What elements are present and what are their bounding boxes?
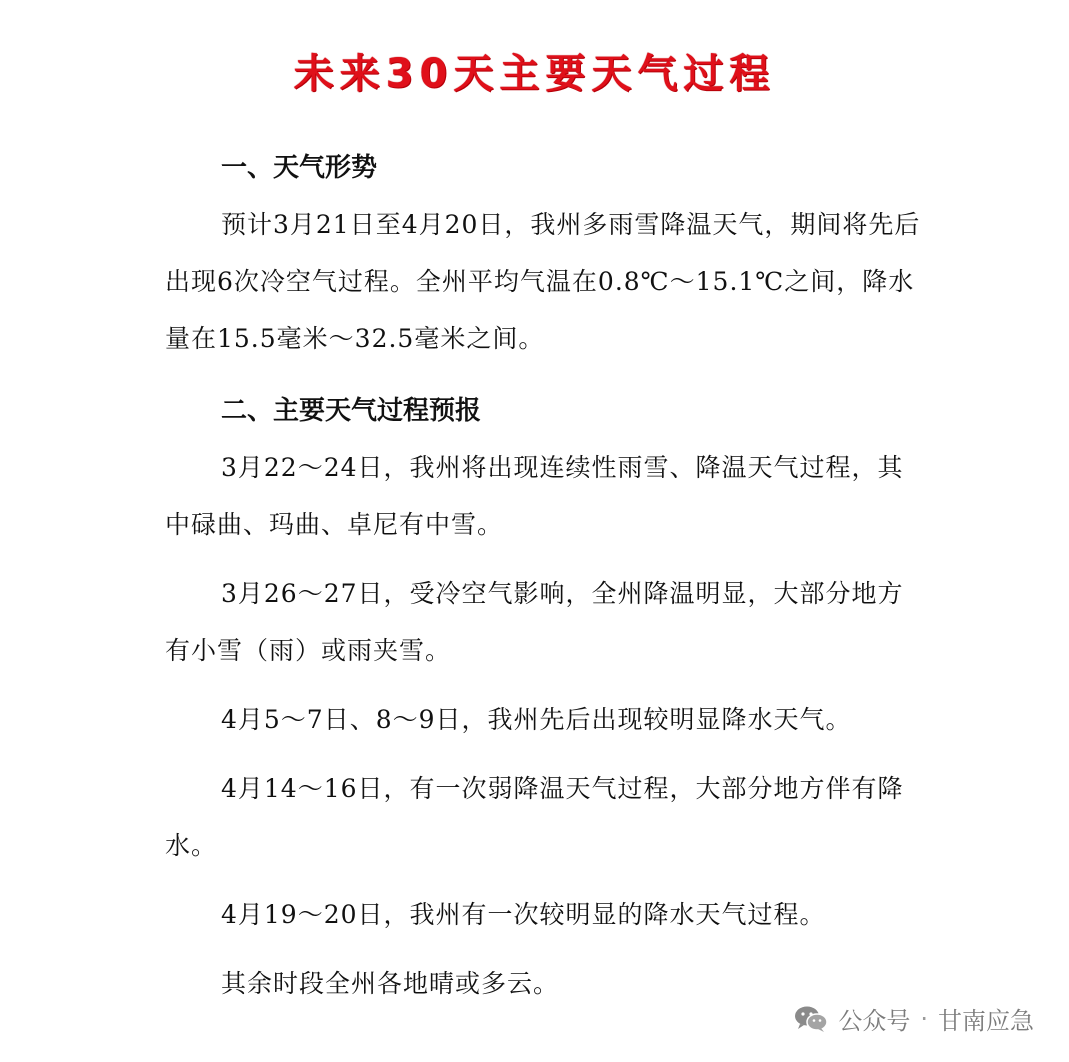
watermark <box>794 1001 1034 1036</box>
section-gap <box>165 367 925 383</box>
document-title: 未来30天主要天气过程 <box>293 51 776 97</box>
section-heading-weather-situation: 一、天气形势 <box>221 153 378 183</box>
paragraph-forecast-4: 4月14～16日，有一次弱降温天气过程，大部分地方伴有降水。 <box>165 774 904 860</box>
paragraph-forecast-5: 4月19～20日，我州有一次较明显的降水天气过程。 <box>221 900 826 929</box>
document-body <box>165 140 925 1024</box>
watermark-label: 公众号 <box>838 1007 911 1035</box>
paragraph-forecast-2: 3月26～27日，受冷空气影响，全州降温明显，大部分地方有小雪（雨）或雨夹雪。 <box>165 579 904 665</box>
wechat-icon <box>794 1005 828 1033</box>
watermark-separator: · <box>920 1004 928 1033</box>
paragraph-forecast-6: 其余时段全州各地晴或多云。 <box>221 969 560 998</box>
paragraph-forecast-3: 4月5～7日、8～9日，我州先后出现较明显降水天气。 <box>221 705 852 734</box>
paragraph-forecast-1: 3月22～24日，我州将出现连续性雨雪、降温天气过程，其中碌曲、玛曲、卓尼有中雪。 <box>165 453 904 539</box>
section-heading-forecast: 二、主要天气过程预报 <box>221 396 482 426</box>
paragraph-weather-situation: 预计3月21日至4月20日，我州多雨雪降温天气，期间将先后出现6次冷空气过程。全州平均气温在0.8℃～15.1℃之间，降水量在15.5毫米～32.5毫米之间。 <box>165 210 921 353</box>
watermark-account: 甘南应急 <box>938 1007 1034 1035</box>
